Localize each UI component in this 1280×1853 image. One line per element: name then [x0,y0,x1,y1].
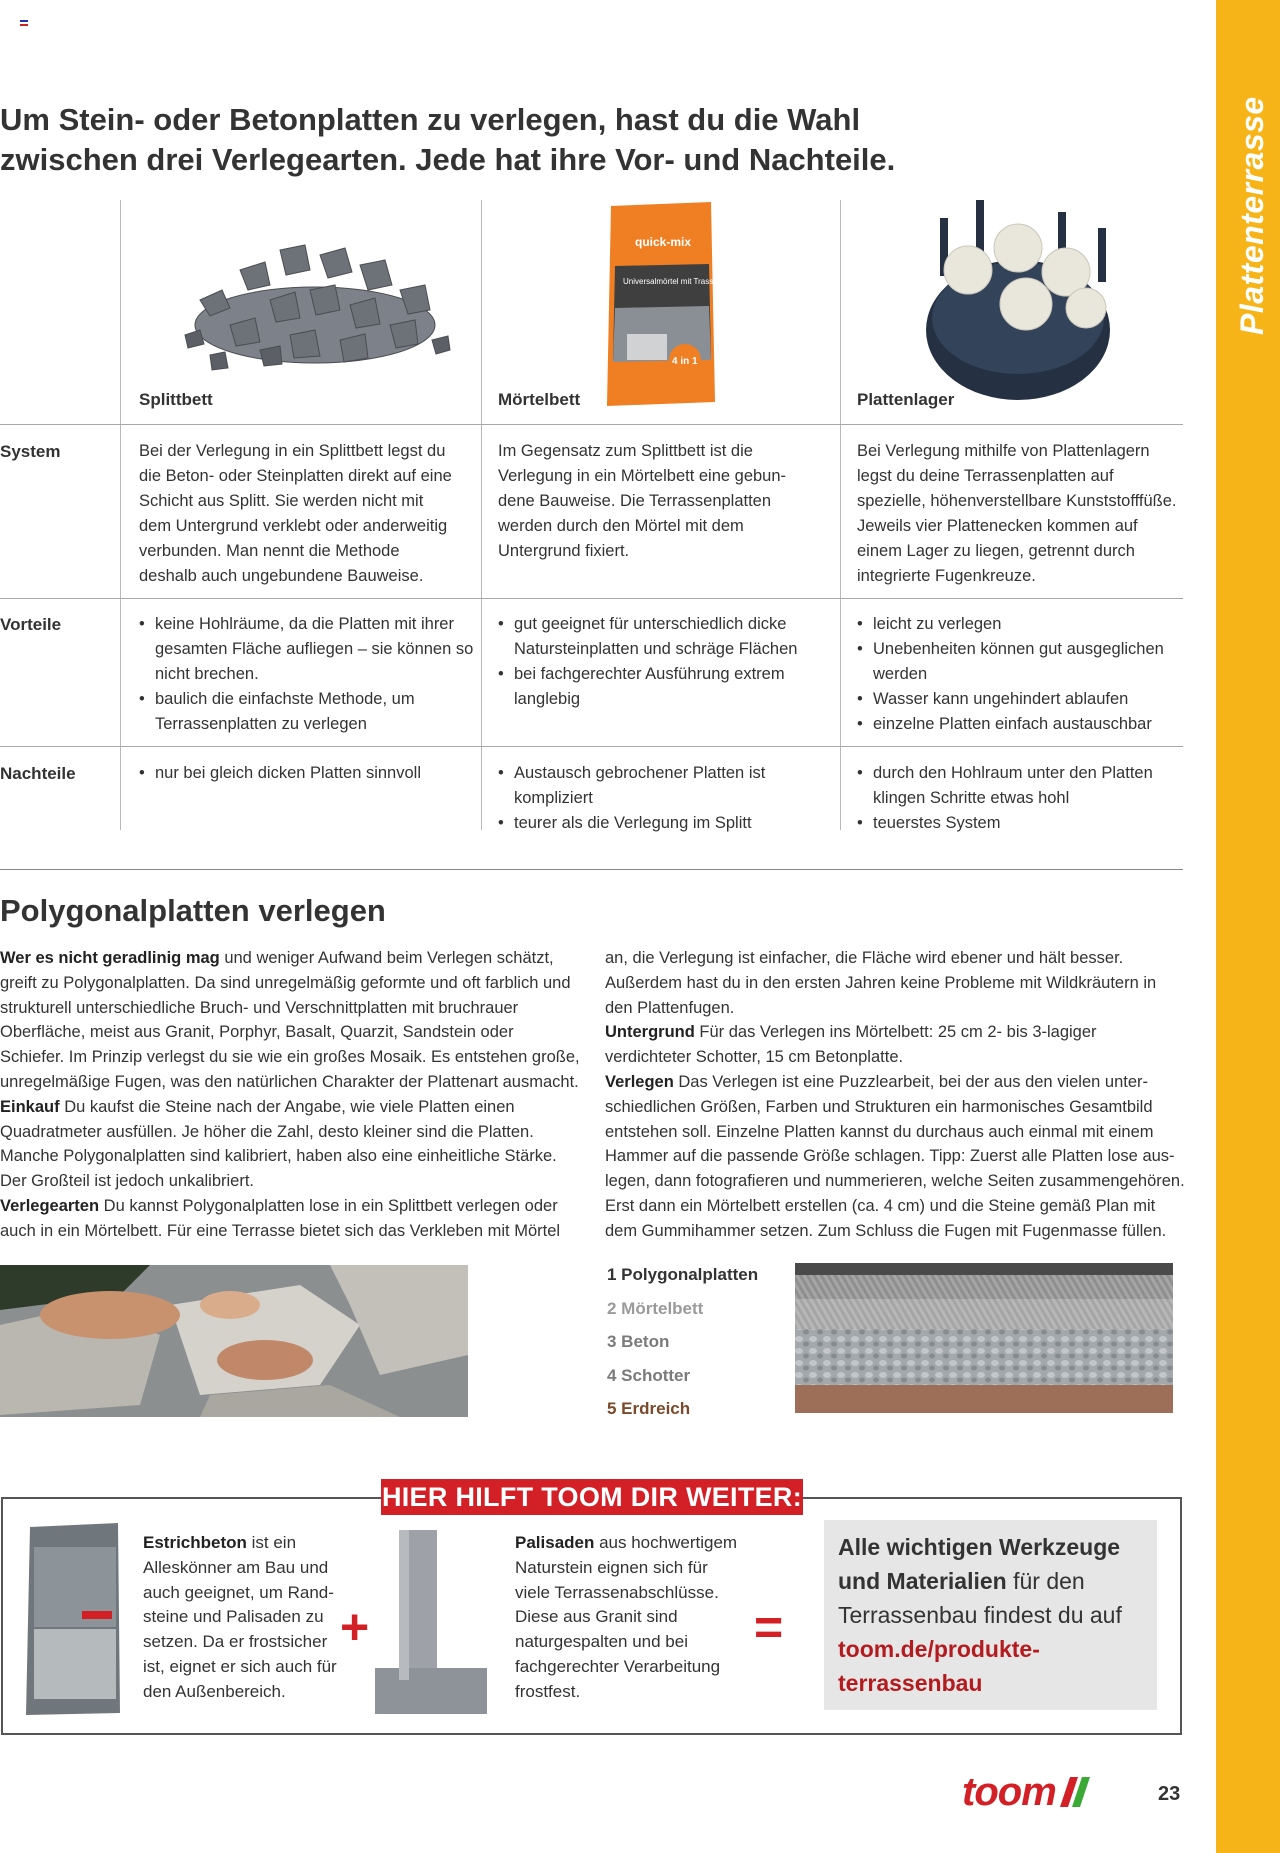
body-bold-verlegearten: Verlegearten [0,1196,100,1215]
list-item: • nur bei gleich dicken Platten sinnvoll [139,761,474,786]
legend-item: 3 Beton [607,1332,670,1351]
help-body-estrich: ist ein Alleskönner am Bau und auch geeignet, um Randsteine und Palisaden zu setzen. Da er frostsicher ist, eignet er sich auch für den Außenbereich. [143,1533,337,1701]
list-item: • einzelne Platten einfach austauschbar [857,712,1187,737]
cell-nachteile-plattenlager [857,761,1187,836]
help-text-estrich [143,1531,338,1705]
cell-vorteile-splittbett [139,612,474,737]
layer-band [795,1329,1173,1385]
estrich-bag-image [24,1517,124,1717]
column-header-moertelbett: Mörtelbett [498,390,581,409]
list-item: • gut geeignet für unterschiedlich dicke Natursteinplatten und schräge Flächen [498,612,833,662]
list-item: • Austausch gebrochener Platten ist kompliziert [498,761,833,811]
bag-badge: 4 in 1 [672,356,698,367]
cell-line: deshalb auch ungebundene Bauweise. [139,567,424,585]
cell-line: legst du deine Terrassenplatten auf [857,467,1114,485]
cell-line: Untergrund fixiert. [498,542,630,560]
cell-line: dem Untergrund verklebt oder anderweitig [139,517,448,535]
list-item: • teurer als die Verlegung im Splitt [498,811,833,836]
help-bold-palisaden: Palisaden [515,1533,595,1552]
toom-logo [962,1770,1096,1815]
logo-mark-icon [1056,1777,1096,1807]
legend-item: 1 Polygonalplatten [607,1265,759,1284]
flag-icon [20,20,28,26]
list-item: • durch den Hohlraum unter den Platten klingen Schritte etwas hohl [857,761,1187,811]
table-horizontal-divider [0,424,1183,425]
polygon-laying-photo [0,1265,468,1417]
body-text-intro: und weniger Aufwand beim Verlegen schätzt, greift zu Polygonalplatten. Da sind unregelmäßig geformte und oft farblich und strukturell unterschiedliche Bruch- und Verschnittplatten mit bruchrauer Oberfläche, meist aus Granit, Porphyr, Basalt, Quarzit, Sandstein oder Schiefer. Im Prinzip verlegst du sie wie ein großes Mosaik. Es entstehen große, unregelmäßige Fugen, was den natürlichen Charakter der Plattenart ausmacht. [0,949,580,1091]
layer-band [795,1385,1173,1413]
cell-line: Bei Verlegung mithilfe von Plattenlagern [857,442,1150,460]
row-header-vorteile: Vorteile [0,615,62,634]
list-item: • baulich die einfachste Methode, um Terrassenplatten zu verlegen [139,687,474,737]
cell-line: einem Lager zu liegen, getrennt durch [857,542,1135,560]
cell-line: Jeweils vier Plattenecken kommen auf [857,517,1138,535]
list-item: • Wasser kann ungehindert ablaufen [857,687,1187,712]
cell-line: die Beton- oder Steinplatten direkt auf eine [139,467,452,485]
cell-line: Verlegung in ein Mörtelbett eine gebun- [498,467,787,485]
table-horizontal-divider [0,598,1183,599]
help-text-palisaden [515,1531,740,1705]
table-horizontal-divider [0,746,1183,747]
body-column-left [0,946,580,1244]
legend-item: 4 Schotter [607,1365,691,1385]
gravel-image [170,230,460,390]
table-vertical-divider [481,200,482,830]
body-text-einkauf: Du kaufst die Steine nach der Angabe, wie viele Platten einen Quadratmeter ausfüllen. Je höher die Zahl, desto kleiner sind die Platten. Manche Polygonalplatten sind kalibriert, haben also eine einheitliche Stärke. Der Großteil ist jedoch unkalibriert. [0,1097,557,1191]
body-text-verlegearten: Du kannst Polygonalplatten lose in ein Splittbett verlegen oder auch in ein Mörtelbett. Für eine Terrasse bietet sich das Verkleben mit Mörtel [0,1196,561,1240]
body-column-right [605,946,1185,1244]
table-vertical-divider [840,200,841,830]
bag-label: Universalmörtel mit Trass [623,277,714,286]
body-text-verlegen: Das Verlegen ist eine Puzzlearbeit, bei der aus den vielen unterschiedlichen Größen, Farben und Strukturen ein harmonisches Gesamtbild entstehen soll. Einzelne Platten kannst du durchaus auch einmal mit einem Hammer auf die passende Größe schlagen. Tipp: Zuerst alle Platten lose auslegen, dann fotografieren und nummerieren, welche Seiten zusammengehören. Erst dann ein Mörtelbett erstellen (ca. 4 cm) und die Steine gemäß Plan mit dem Gummihammer setzen. Zum Schluss die Fugen mit Fugenmasse füllen. [605,1072,1185,1240]
cell-line: verbunden. Man nennt die Methode [139,542,400,560]
body-bold-intro: Wer es nicht geradlinig mag [0,949,220,967]
list-item: • keine Hohlräume, da die Platten mit ihrer gesamten Fläche aufliegen – sie können so nicht brechen. [139,612,474,687]
headline-line-2: zwischen drei Verlegearten. Jede hat ihre Vor- und Nachteile. [0,142,896,177]
tip-link[interactable]: toom.de/produkte-terrassenbau [838,1636,1040,1696]
table-vertical-divider [120,200,121,830]
cell-system-moertelbett [498,439,833,564]
cell-system-splittbett [139,439,474,589]
cell-line: dene Bauweise. Die Terrassenplatten [498,492,772,510]
tip-bold: Alle wichtigen Werkzeuge und Materialien [838,1534,1121,1594]
column-header-splittbett: Splittbett [139,390,213,409]
page-number: 23 [1158,1783,1181,1805]
cell-line: integrierte Fugenkreuze. [857,567,1036,585]
body-text-continued: an, die Verlegung ist einfacher, die Fläche wird ebener und hält besser. Außerdem hast du in den ersten Jahren keine Probleme mit Wildkräutern in den Plattenfugen. [605,949,1157,1017]
cell-nachteile-moertelbett [498,761,833,836]
row-header-nachteile: Nachteile [0,764,76,783]
cell-line: Bei der Verlegung in ein Splittbett legst du [139,442,446,460]
tip-text [838,1530,1158,1700]
list-item: • Unebenheiten können gut ausgeglichen werden [857,637,1187,687]
bag-brand: quick-mix [635,235,692,249]
body-bold-einkauf: Einkauf [0,1097,60,1116]
page-headline [0,100,1000,180]
pedestal-image [918,200,1123,405]
cell-line: Schicht aus Splitt. Sie werden nicht mit [139,492,424,510]
cell-line: spezielle, höhenverstellbare Kunststofffüße. [857,492,1177,510]
layer-band [795,1263,1173,1275]
column-header-plattenlager: Plattenlager [857,390,955,409]
cell-line: Im Gegensatz zum Splittbett ist die [498,442,753,460]
logo-text: toom [962,1770,1056,1814]
layer-band [795,1299,1173,1329]
cell-vorteile-moertelbett [498,612,833,712]
body-text-untergrund: Für das Verlegen ins Mörtelbett: 25 cm 2- bis 3-lagiger verdichteter Schotter, 15 cm Betonplatte. [605,1023,1097,1067]
section-divider [0,869,1183,870]
layer-cross-section [795,1263,1173,1413]
cell-system-plattenlager [857,439,1187,589]
tip-body: für den Terrassenbau findest du auf [838,1568,1122,1628]
equals-icon: = [754,1599,784,1655]
list-item: • teuerstes System [857,811,1187,836]
list-item: • leicht zu verlegen [857,612,1187,637]
layer-legend [607,1258,758,1426]
legend-item: 5 Erdreich [607,1399,691,1418]
plus-icon: + [340,1599,370,1655]
mortar-bag-image [605,198,717,408]
list-item: • bei fachgerechter Ausführung extrem langlebig [498,662,833,712]
section-title: Polygonalplatten verlegen [0,893,386,928]
help-bold-estrich: Estrichbeton [143,1533,247,1552]
palisaden-image [375,1530,487,1715]
body-bold-untergrund: Untergrund [605,1023,695,1042]
row-header-system: System [0,442,61,461]
section-side-label: Plattenterrasse [1234,96,1270,335]
legend-item: 2 Mörtelbett [607,1298,704,1318]
cell-line: werden durch den Mörtel mit dem [498,517,744,535]
body-bold-verlegen: Verlegen [605,1072,674,1091]
layer-band [795,1275,1173,1299]
help-body-palisaden: aus hochwertigem Naturstein eignen sich für viele Terrassenabschlüsse. Diese aus Granit sind naturgespalten und bei fachgerechter Verarbeitung frostfest. [515,1533,738,1701]
cell-nachteile-splittbett [139,761,474,786]
help-banner: HIER HILFT TOOM DIR WEITER: [381,1479,803,1515]
headline-line-1: Um Stein- oder Betonplatten zu verlegen, hast du die Wahl [0,102,861,137]
cell-vorteile-plattenlager [857,612,1187,737]
